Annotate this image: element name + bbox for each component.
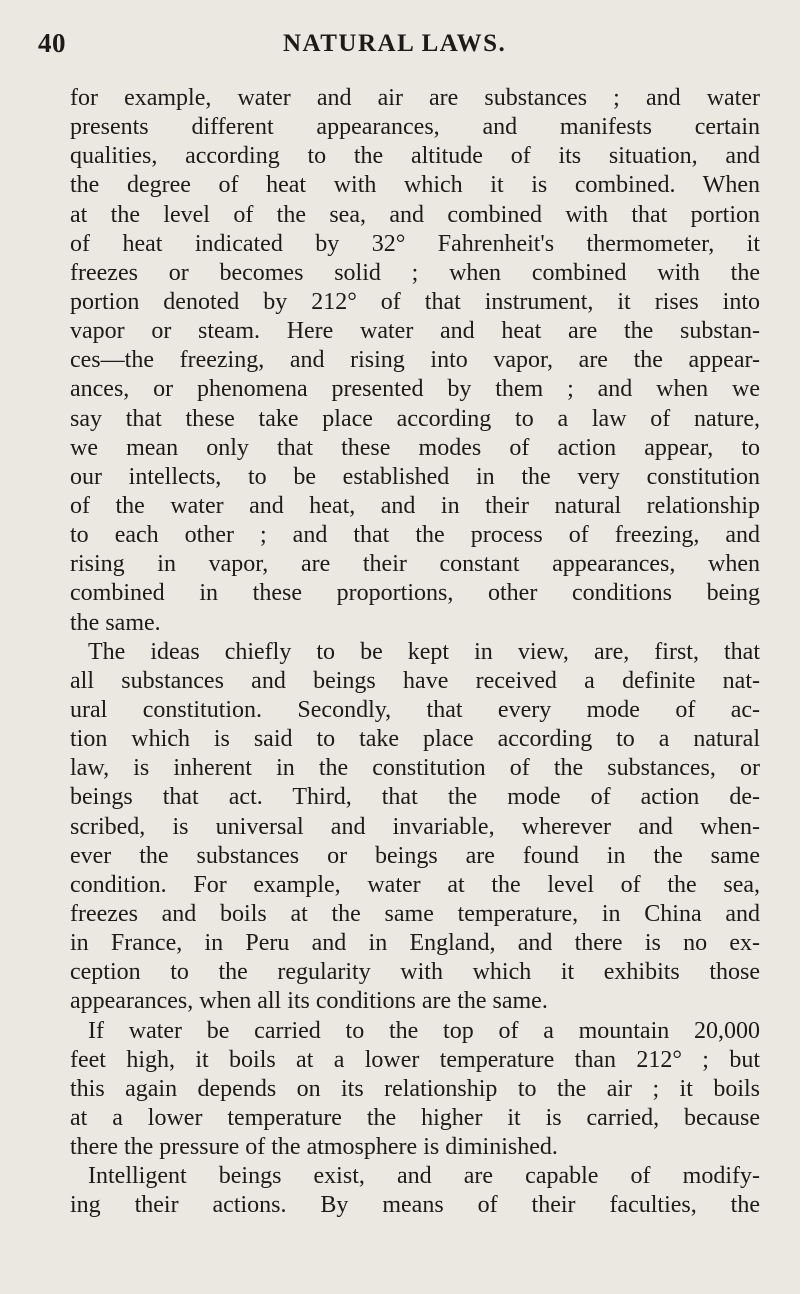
text-line: ces—the freezing, and rising into vapor, are the appear- xyxy=(70,347,760,374)
text-line: scribed, is universal and invariable, wherever and when- xyxy=(70,813,760,840)
text-line: Intelligent beings exist, and are capable of modify- xyxy=(88,1163,760,1190)
text-line: qualities, according to the altitude of its situation, and xyxy=(70,143,760,170)
text-line: of heat indicated by 32° Fahrenheit's thermometer, it xyxy=(70,230,760,257)
text-line: at a lower temperature the higher it is carried, because xyxy=(70,1104,760,1131)
text-line: ances, or phenomena presented by them ; and when we xyxy=(70,376,760,403)
text-line: If water be carried to the top of a mountain 20,000 xyxy=(88,1017,760,1044)
text-line: portion denoted by 212° of that instrument, it rises into xyxy=(70,288,760,315)
text-line: the same. xyxy=(70,609,161,636)
running-title: NATURAL LAWS. xyxy=(283,30,507,57)
text-line: our intellects, to be established in the very constitution xyxy=(70,463,760,490)
text-line: of the water and heat, and in their natural relationship xyxy=(70,492,760,519)
text-line: freezes and boils at the same temperature, in China and xyxy=(70,900,760,927)
text-line: freezes or becomes solid ; when combined with the xyxy=(70,259,760,286)
text-line: say that these take place according to a law of nature, xyxy=(70,405,760,432)
body-text xyxy=(70,84,760,1220)
text-line: feet high, it boils at a lower temperature than 212° ; but xyxy=(70,1046,760,1073)
text-line: this again depends on its relationship to the air ; it boils xyxy=(70,1075,760,1102)
text-line: the degree of heat with which it is combined. When xyxy=(70,172,760,199)
text-line: ever the substances or beings are found in the same xyxy=(70,842,760,869)
text-line: there the pressure of the atmosphere is diminished. xyxy=(70,1134,558,1161)
text-line: vapor or steam. Here water and heat are the substan- xyxy=(70,318,760,345)
text-line: to each other ; and that the process of freezing, and xyxy=(70,522,760,549)
text-line: combined in these proportions, other conditions being xyxy=(70,580,760,607)
text-line: rising in vapor, are their constant appearances, when xyxy=(70,551,760,578)
text-line: ural constitution. Secondly, that every mode of ac- xyxy=(70,696,760,723)
text-line: condition. For example, water at the level of the sea, xyxy=(70,871,760,898)
text-line: all substances and beings have received a definite nat- xyxy=(70,667,760,694)
text-line: ception to the regularity with which it exhibits those xyxy=(70,959,760,986)
text-line: beings that act. Third, that the mode of action de- xyxy=(70,784,760,811)
page-number: 40 xyxy=(38,28,66,58)
text-line: at the level of the sea, and combined with that portion xyxy=(70,201,760,228)
text-line: we mean only that these modes of action appear, to xyxy=(70,434,760,461)
text-line: The ideas chiefly to be kept in view, are, first, that xyxy=(88,638,760,665)
text-line: appearances, when all its conditions are the same. xyxy=(70,988,548,1015)
text-line: presents different appearances, and manifests certain xyxy=(70,114,760,141)
text-line: in France, in Peru and in England, and there is no ex- xyxy=(70,930,760,957)
text-line: for example, water and air are substances ; and water xyxy=(70,85,760,111)
text-line: tion which is said to take place according to a natural xyxy=(70,726,760,753)
page-header xyxy=(38,28,598,64)
text-line: law, is inherent in the constitution of the substances, or xyxy=(70,755,760,782)
text-line: ing their actions. By means of their faculties, the xyxy=(70,1192,760,1219)
